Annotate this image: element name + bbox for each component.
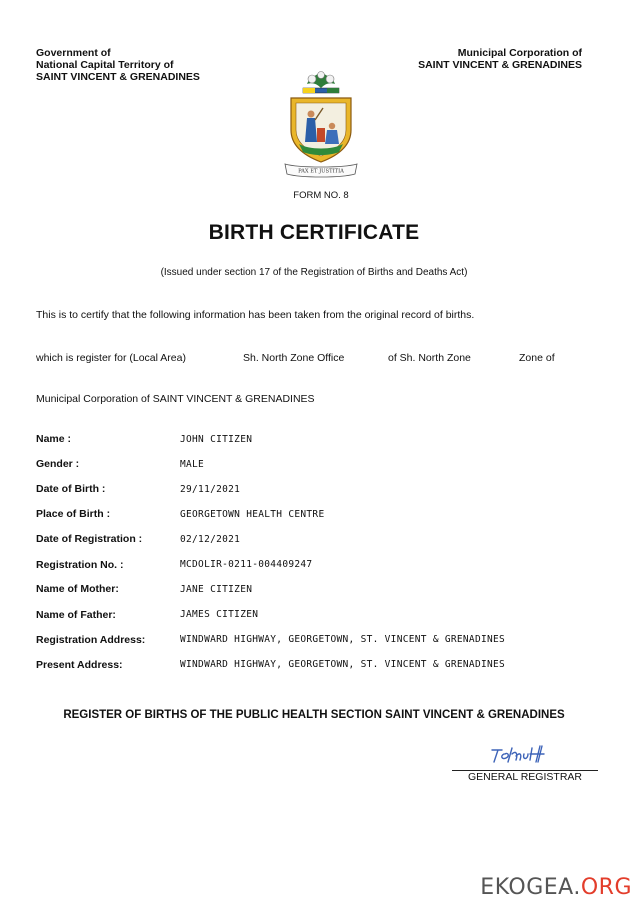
field-label-father: Name of Father:: [36, 609, 116, 621]
coat-of-arms-icon: [279, 68, 363, 184]
register-footer: REGISTER OF BIRTHS OF THE PUBLIC HEALTH SECTION SAINT VINCENT & GRENADINES: [63, 709, 565, 721]
field-label-registration-address: Registration Address:: [36, 634, 146, 646]
field-value-registration-no: MCDOLIR-0211-004409247: [180, 559, 313, 570]
certify-statement: This is to certify that the following information has been taken from the original record of births.: [36, 309, 475, 321]
field-value-name: JOHN CITIZEN: [180, 434, 253, 445]
signature-icon: [486, 742, 566, 768]
register-for-label: which is register for (Local Area): [36, 352, 186, 364]
field-label-mother: Name of Mother:: [36, 583, 119, 595]
register-zone-of: Zone of: [519, 352, 555, 364]
header-right-line2: SAINT VINCENT & GRENADINES: [418, 59, 582, 71]
header-left-line3: SAINT VINCENT & GRENADINES: [36, 71, 200, 83]
field-value-mother: JANE CITIZEN: [180, 584, 253, 595]
watermark-main: EKOGEA.: [480, 875, 581, 900]
field-value-registration-date: 02/12/2021: [180, 534, 241, 545]
field-value-place-of-birth: GEORGETOWN HEALTH CENTRE: [180, 509, 325, 520]
register-of-zone: of Sh. North Zone: [388, 352, 471, 364]
header-left-line2: National Capital Territory of: [36, 59, 174, 71]
field-label-gender: Gender :: [36, 458, 80, 470]
field-value-registration-address: WINDWARD HIGHWAY, GEORGETOWN, ST. VINCENT & GRENADINES: [180, 634, 506, 645]
field-value-present-address: WINDWARD HIGHWAY, GEORGETOWN, ST. VINCENT & GRENADINES: [180, 659, 506, 670]
field-label-place-of-birth: Place of Birth :: [36, 508, 111, 520]
field-label-dob: Date of Birth :: [36, 483, 106, 495]
field-label-registration-no: Registration No. :: [36, 559, 124, 571]
header-right: [418, 47, 582, 71]
header-right-line1: Municipal Corporation of: [457, 47, 582, 59]
form-number: FORM NO. 8: [293, 190, 349, 201]
crest-top: [303, 72, 339, 94]
field-label-registration-date: Date of Registration :: [36, 533, 143, 545]
field-label-name: Name :: [36, 433, 72, 445]
crest-motto: PAX ET JUSTITIA: [298, 168, 344, 175]
page-title: BIRTH CERTIFICATE: [208, 221, 420, 244]
field-value-dob: 29/11/2021: [180, 484, 241, 495]
field-value-gender: MALE: [180, 459, 205, 470]
signature-caption: GENERAL REGISTRAR: [468, 771, 582, 783]
watermark: [480, 875, 632, 900]
header-left-line1: Government of: [36, 47, 111, 59]
field-label-present-address: Present Address:: [36, 659, 123, 671]
field-value-father: JAMES CITIZEN: [180, 609, 259, 620]
header-left: [36, 47, 200, 83]
municipal-line: Municipal Corporation of SAINT VINCENT & GRENADINES: [36, 393, 315, 405]
register-office: Sh. North Zone Office: [243, 352, 345, 364]
issued-under-note: (Issued under section 17 of the Registration of Births and Deaths Act): [160, 267, 468, 278]
watermark-suffix: ORG: [580, 875, 632, 900]
